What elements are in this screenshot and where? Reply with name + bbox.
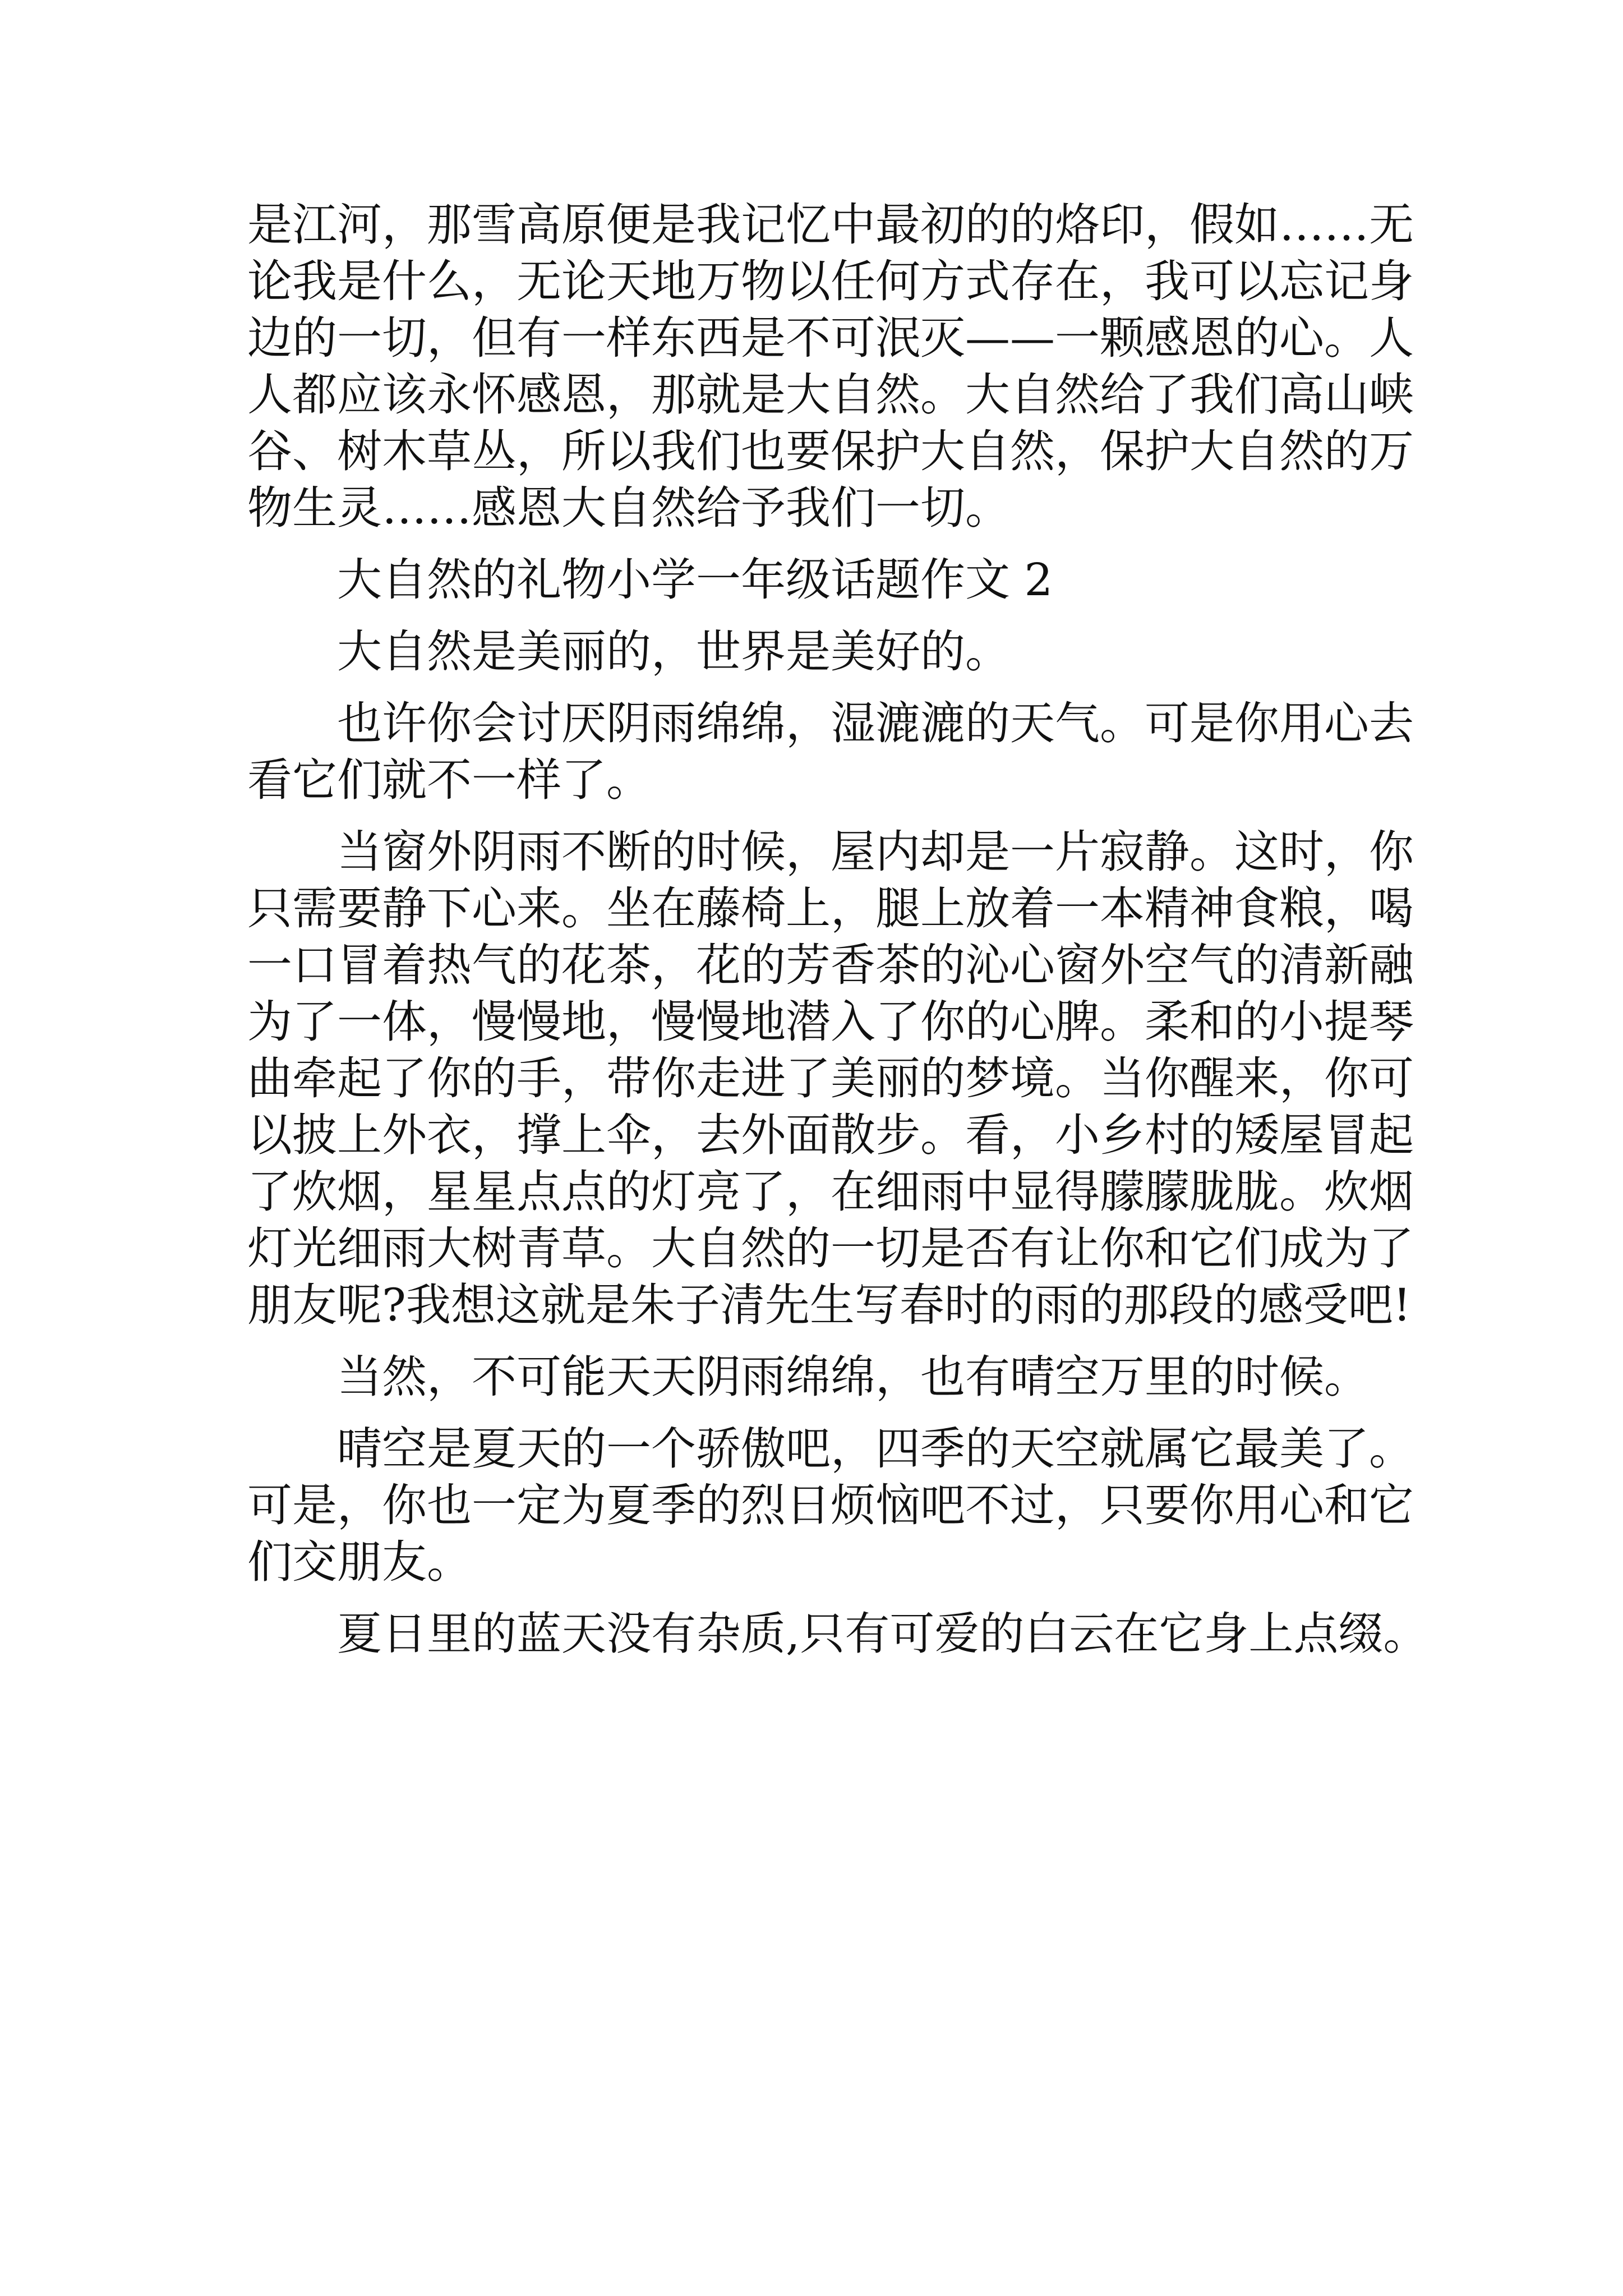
paragraph-spacing [247,1405,1397,1420]
text-line: 朋友呢?我想这就是朱子清先生写春时的雨的那段的感受吧! [247,1279,1412,1331]
paragraph [247,1420,1414,1590]
text-line: 以披上外衣，撑上伞，去外面散步。看，小乡村的矮屋冒起 [247,1109,1414,1161]
text-line: 只需要静下心来。坐在藤椅上，腿上放着一本精神食粮，喝 [247,882,1414,935]
paragraph [247,695,1414,808]
paragraph [247,196,1414,536]
text-line: 为了一体，慢慢地，慢慢地潜入了你的心脾。柔和的小提琴 [247,996,1414,1048]
text-line: 人都应该永怀感恩，那就是大自然。大自然给了我们高山峡 [247,369,1414,421]
text-line: 也许你会讨厌阴雨绵绵，湿漉漉的天气。可是你用心去 [337,697,1414,749]
text-line: 了炊烟，星星点点的灯亮了，在细雨中显得朦朦胧胧。炊烟 [247,1166,1414,1218]
text-line: 夏日里的蓝天没有杂质,只有可爱的白云在它身上点缀。 [337,1608,1428,1660]
paragraph-spacing [247,1590,1397,1605]
text-line: 边的一切，但有一样东西是不可泯灭——一颗感恩的心。人 [247,312,1414,364]
text-line: 曲牵起了你的手，带你走进了美丽的梦境。当你醒来，你可 [247,1052,1414,1105]
text-line: 当然，不可能天天阴雨绵绵，也有晴空万里的时候。 [337,1351,1369,1403]
paragraph-spacing [247,680,1397,695]
text-line: 谷、树木草丛，所以我们也要保护大自然，保护大自然的万 [247,425,1414,477]
paragraph [247,1605,1428,1662]
text-line: 们交朋友。 [247,1536,472,1588]
article-body [247,196,1428,1662]
text-line: 可是，你也一定为夏季的烈日烦恼吧不过，只要你用心和它 [247,1479,1414,1531]
text-line: 灯光细雨大树青草。大自然的一切是否有让你和它们成为了 [247,1222,1414,1274]
paragraph [247,823,1414,1333]
section-heading [247,551,1397,608]
paragraph [247,1349,1397,1405]
text-line: 是江河，那雪高原便是我记忆中最初的的烙印，假如……无 [247,199,1414,251]
text-line: 晴空是夏天的一个骄傲吧，四季的天空就属它最美了。 [337,1423,1414,1475]
paragraph-spacing [247,608,1397,623]
paragraph [247,623,1397,680]
text-line: 物生灵……感恩大自然给予我们一切。 [247,482,1010,534]
paragraph-spacing [247,808,1397,823]
paragraph-spacing [247,1333,1397,1349]
text-line: 当窗外阴雨不断的时候，屋内却是一片寂静。这时，你 [337,826,1414,878]
paragraph-spacing [247,536,1397,551]
text-line: 一口冒着热气的花茶，花的芳香茶的沁心窗外空气的清新融 [247,939,1414,991]
text-line: 大自然的礼物小学一年级话题作文 2 [337,554,1053,606]
text-line: 论我是什么，无论天地万物以任何方式存在，我可以忘记身 [247,255,1414,307]
text-line: 看它们就不一样了。 [247,754,651,806]
text-line: 大自然是美丽的，世界是美好的。 [337,625,1010,678]
